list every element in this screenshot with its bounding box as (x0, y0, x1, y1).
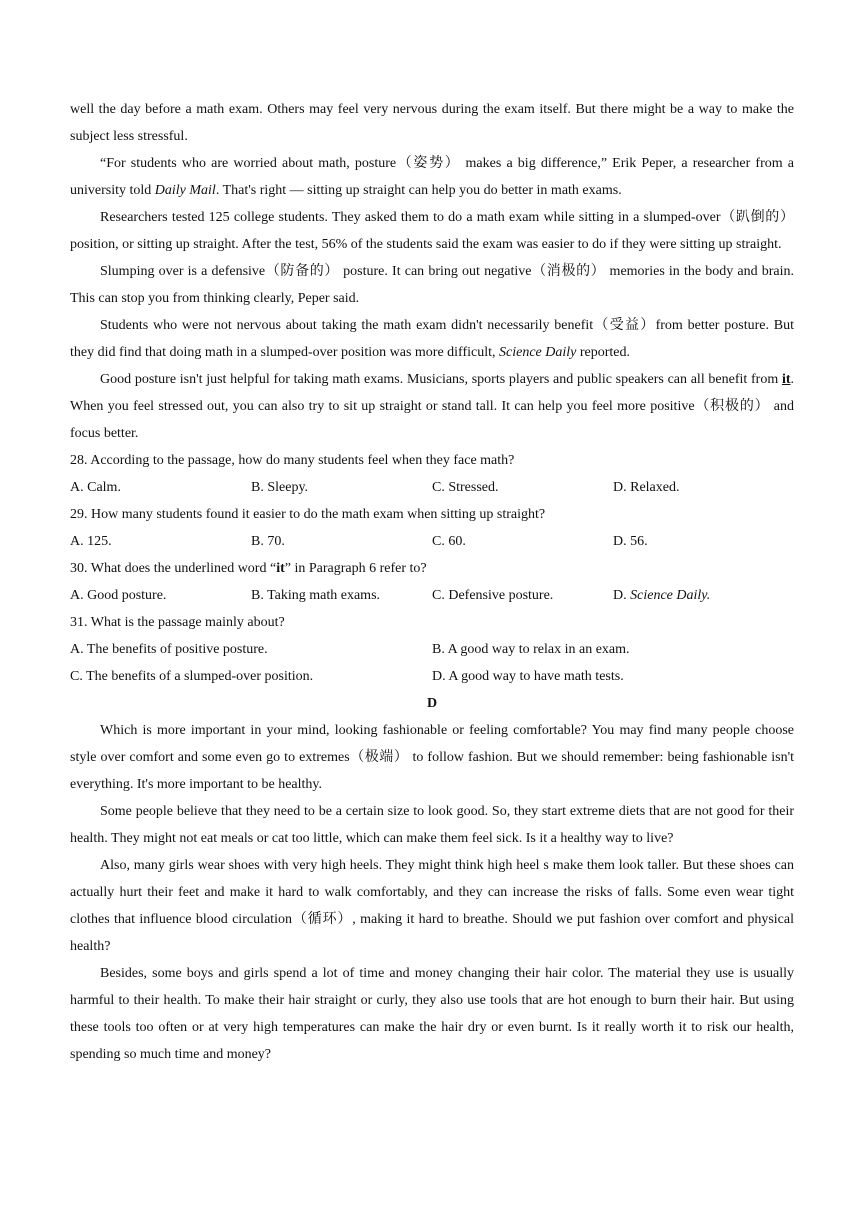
option-30-c: C. Defensive posture. (432, 588, 554, 603)
question-31-stem: 31. What is the passage mainly about? (70, 615, 285, 630)
paragraph-c-2: Researchers tested 125 college students. They asked them to do a math exam while sitting in a slumped-over（趴倒的） position, or sitting up straight. After the test, 56% of the students said the exam was easier to do if they were sitting up straight. (70, 210, 794, 252)
option-28-d: D. Relaxed. (613, 480, 680, 495)
underlined-word-it: it (781, 372, 791, 387)
paragraph-c-0: well the day before a math exam. Others may feel very nervous during the exam itself. But there might be a way to make the subject less stressful. (70, 102, 794, 144)
paragraph-c-4 (70, 312, 794, 366)
option-28-c: C. Stressed. (432, 480, 499, 495)
question-29-stem: 29. How many students found it easier to do the math exam when sitting up straight? (70, 507, 546, 522)
option-30-a: A. Good posture. (70, 588, 167, 603)
question-31-options-row-1 (70, 636, 794, 663)
paragraph-d-1: Which is more important in your mind, looking fashionable or feeling comfortable? You may find many people choose style over comfort and some even go to extremes（极端） to follow fashion. But we should remember: being fashionable isn't everything. It's more important to be healthy. (70, 723, 794, 792)
paragraph-d-2: Some people believe that they need to be a certain size to look good. So, they start extreme diets that are not good for their health. They might not eat meals or cat too little, which can make them feel sick. Is it a healthy way to live? (70, 804, 794, 846)
paragraph-c-3: Slumping over is a defensive（防备的） posture. It can bring out negative（消极的） memories in the body and brain. This can stop you from thinking clearly, Peper said. (70, 264, 794, 306)
paragraph-d-3: Also, many girls wear shoes with very high heels. They might think high heel s make them look taller. But these shoes can actually hurt their feet and make it hard to walk comfortably, and they can increase the risks of falls. Some even wear tight clothes that influence blood circulation（循环）, making it hard to breathe. Should we put fashion over comfort and physical health? (70, 858, 794, 954)
option-29-c: C. 60. (432, 534, 466, 549)
paragraph-c-4-text: Students who were not nervous about taking the math exam didn't necessarily benefit（受益）from better posture. But they did find that doing math in a slumped-over position was more difficult, (70, 318, 794, 360)
option-30-d-letter: D. (613, 588, 631, 603)
paragraph-c-1-text: “For students who are worried about math, posture（姿势） makes a big difference,” Erik Peper, a researcher from a university told (70, 156, 794, 198)
paragraph-c-5 (70, 366, 794, 447)
question-28-options (70, 474, 794, 501)
question-29-options (70, 528, 794, 555)
option-28-a: A. Calm. (70, 480, 121, 495)
option-29-b: B. 70. (251, 534, 285, 549)
question-28-stem: 28. According to the passage, how do many students feel when they face math? (70, 453, 515, 468)
question-30-stem-start: 30. What does the underlined word “ (70, 561, 277, 576)
option-29-a: A. 125. (70, 534, 112, 549)
source-science-daily: Science Daily (499, 345, 577, 360)
option-30-d-text: Science Daily. (630, 588, 711, 603)
question-30-options (70, 582, 794, 609)
option-31-c: C. The benefits of a slumped-over position. (70, 669, 314, 684)
document-page (70, 96, 794, 1068)
paragraph-c-4-text-end: reported. (576, 345, 631, 360)
question-31-options-row-2 (70, 663, 794, 690)
paragraph-d-4: Besides, some boys and girls spend a lot of time and money changing their hair color. The material they use is usually harmful to their health. To make their hair straight or curly, they also use tools that are hot enough to burn their hair. But using these tools too often or at very high temperatures can make the hair dry or even burnt. Is it really worth it to risk our health, spending so much time and money? (70, 966, 794, 1062)
question-30-stem (70, 555, 794, 582)
option-31-b: B. A good way to relax in an exam. (432, 642, 630, 657)
question-30-stem-end: ” in Paragraph 6 refer to? (284, 561, 427, 576)
option-31-a: A. The benefits of positive posture. (70, 642, 268, 657)
option-30-d (613, 582, 794, 609)
option-29-d: D. 56. (613, 534, 648, 549)
section-heading-d: D (426, 696, 438, 711)
source-daily-mail: Daily Mail (154, 183, 216, 198)
paragraph-c-5-text: Good posture isn't just helpful for taking math exams. Musicians, sports players and public speakers can all benefit from (100, 372, 782, 387)
paragraph-c-5-text-end: . When you feel stressed out, you can also try to sit up straight or stand tall. It can help you feel more positive（积极的） and focus better. (70, 372, 794, 441)
question-30-bold-it: it (276, 561, 285, 576)
paragraph-c-1-text-end: . That's right — sitting up straight can help you do better in math exams. (215, 183, 622, 198)
option-28-b: B. Sleepy. (251, 480, 309, 495)
paragraph-c-1 (70, 150, 794, 204)
option-31-d: D. A good way to have math tests. (432, 669, 624, 684)
option-30-b: B. Taking math exams. (251, 588, 381, 603)
